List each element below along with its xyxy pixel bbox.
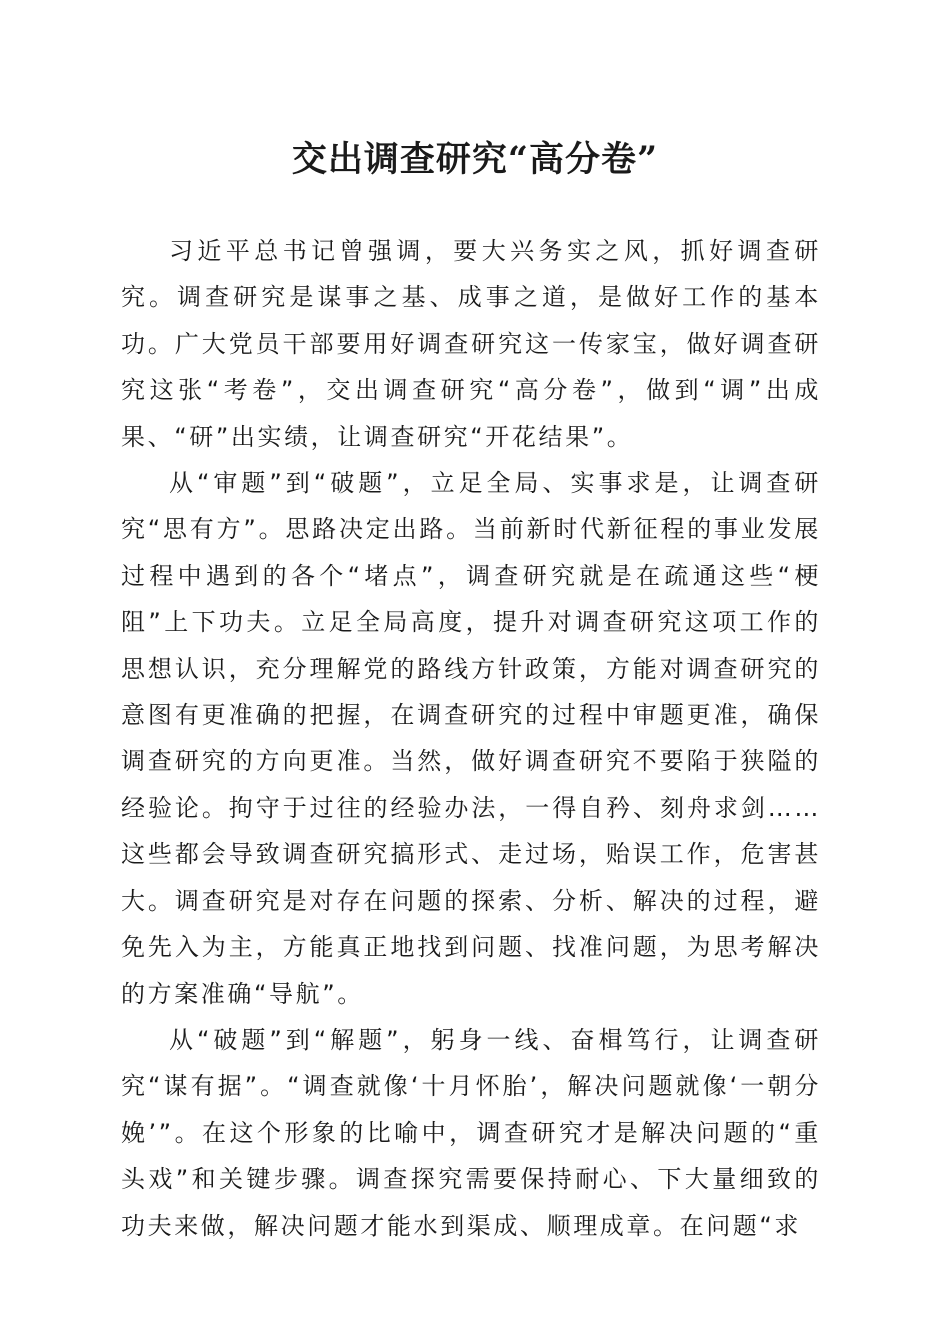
paragraph-3: 从“破题”到“解题”，躬身一线、奋楫笃行，让调查研究“谋有据”。“调查就像‘十月怀胎’，解决问题就像‘一朝分娩’”。在这个形象的比喻中，调查研究才是解决问题的“重头戏”和关键步骤。调查探究需要保持耐心、下大量细致的功夫来做，解决问题才能水到渠成、顺理成章。在问题“求 [121, 1025, 821, 1240]
document-title: 交出调查研究“高分卷” [291, 139, 659, 180]
document-body [121, 228, 821, 1249]
paragraph-2: 从“审题”到“破题”，立足全局、实事求是，让调查研究“思有方”。思路决定出路。当前新时代新征程的事业发展过程中遇到的各个“堵点”，调查研究就是在疏通这些“梗阻”上下功夫。立足全局高度，提升对调查研究这项工作的思想认识，充分理解党的路线方针政策，方能对调查研究的意图有更准确的把握，在调查研究的过程中审题更准，确保调查研究的方向更准。当然，做好调查研究不要陷于狭隘的经验论。拘守于过往的经验办法，一得自矜、刻舟求剑……这些都会导致调查研究搞形式、走过场，贻误工作，危害甚大。调查研究是对存在问题的探索、分析、解决的过程，避免先入为主，方能真正地找到问题、找准问题，为思考解决的方案准确“导航”。 [121, 469, 821, 1008]
paragraph-1: 习近平总书记曾强调，要大兴务实之风，抓好调查研究。调查研究是谋事之基、成事之道，是做好工作的基本功。广大党员干部要用好调查研究这一传家宝，做好调查研究这张“考卷”，交出调查研究“高分卷”，做到“调”出成果、“研”出实绩，让调查研究“开花结果”。 [121, 237, 821, 451]
